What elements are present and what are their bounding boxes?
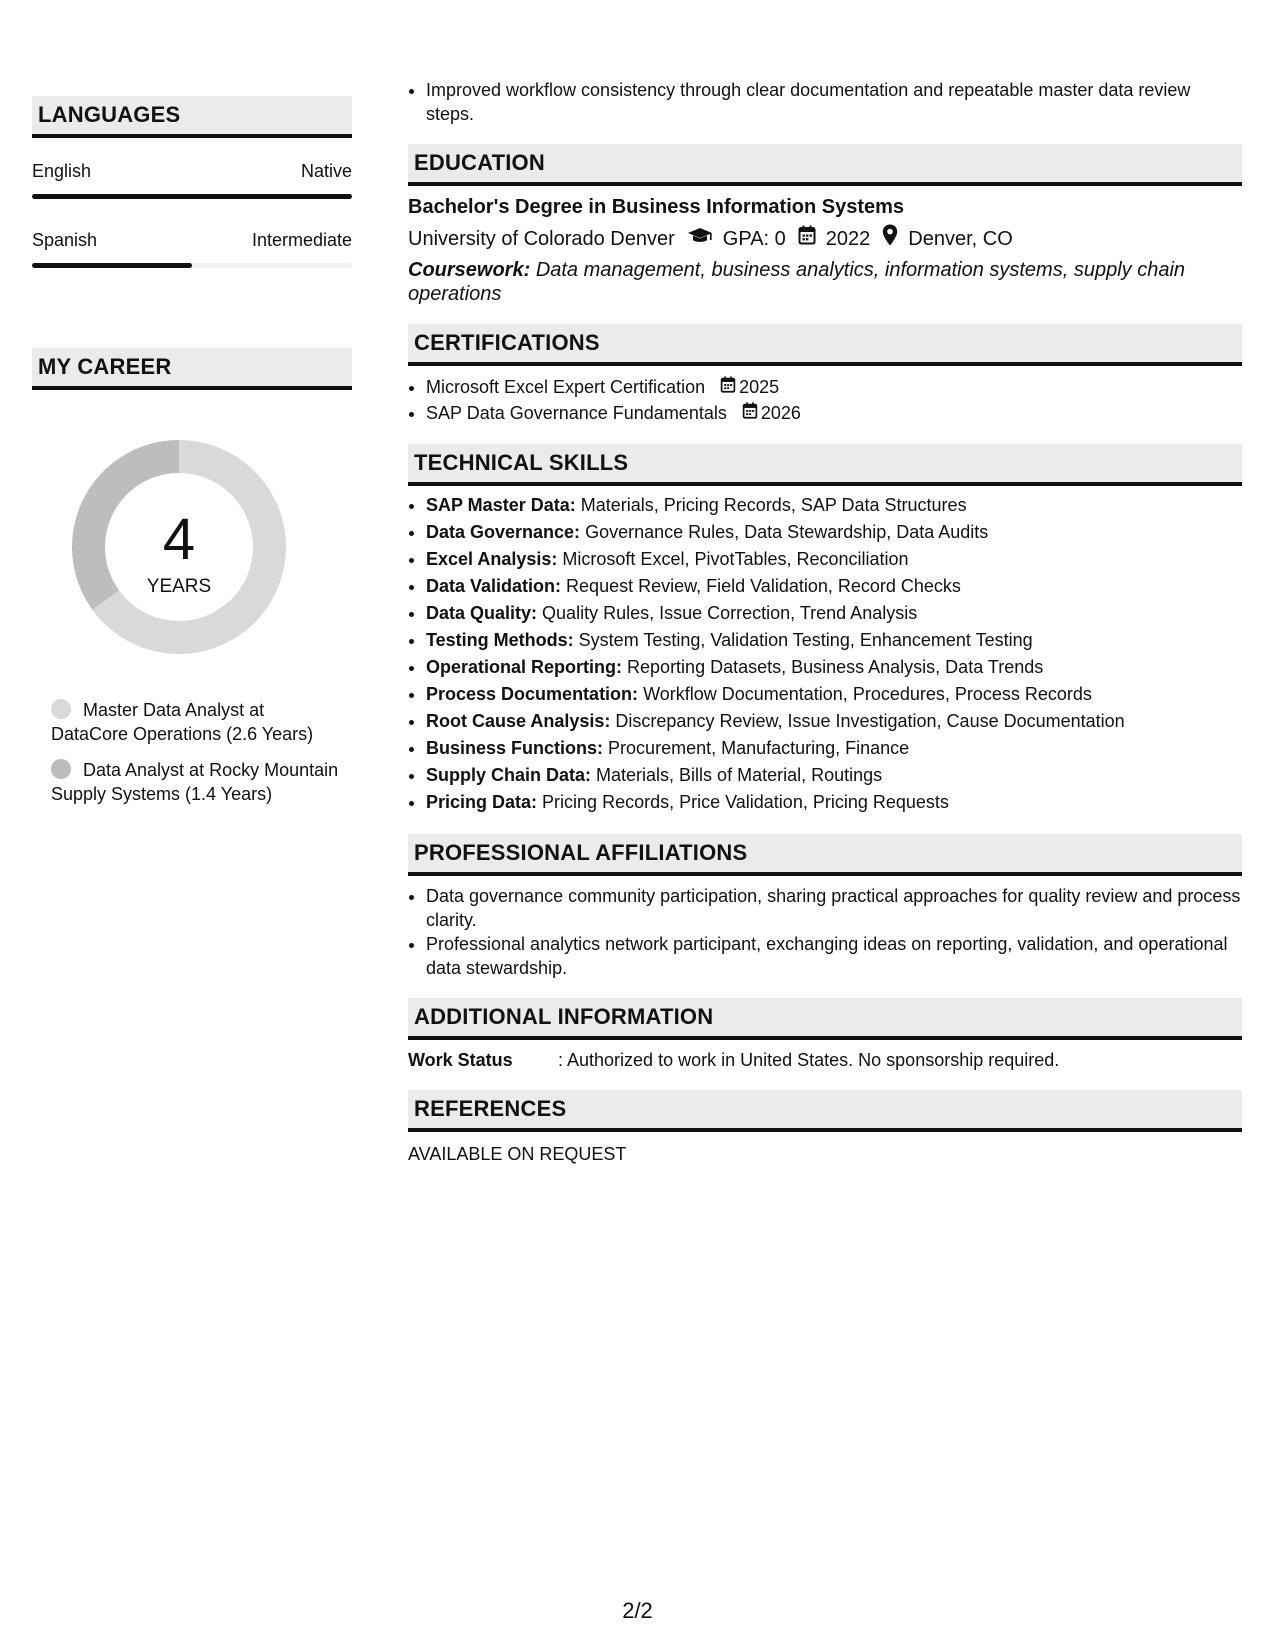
legend-dot-icon — [51, 759, 71, 779]
career-donut-chart — [66, 434, 292, 660]
career-legend-item — [51, 698, 341, 746]
skill-item — [426, 708, 1242, 735]
work-status-key: Work Status — [408, 1050, 513, 1070]
education-location: Denver, CO — [908, 228, 1013, 250]
language-proficiency-bar — [32, 263, 352, 268]
skill-item — [426, 519, 1242, 546]
coursework-label: Coursework: — [408, 259, 531, 281]
skill-label: Business Functions: — [426, 738, 604, 758]
skill-text: Materials, Pricing Records, SAP Data Structures — [580, 495, 967, 515]
list-item: • Improved workflow consistency through clear documentation and repeatable master data review steps. — [426, 78, 1242, 126]
education-year: 2022 — [825, 228, 871, 250]
career-legend — [51, 698, 341, 806]
language-item-spanish — [32, 229, 352, 268]
education-heading: EDUCATION — [408, 144, 1242, 186]
skill-label: Operational Reporting: — [426, 657, 623, 677]
education-section — [408, 144, 1242, 306]
skill-label: Pricing Data: — [426, 792, 538, 812]
skill-item — [426, 600, 1242, 627]
skill-text: Materials, Bills of Material, Routings — [596, 765, 883, 785]
language-proficiency-fill — [32, 194, 352, 199]
references-heading: REFERENCES — [408, 1090, 1242, 1132]
skill-label: Process Documentation: — [426, 684, 639, 704]
education-school: University of Colorado Denver — [408, 228, 675, 250]
skill-item — [426, 492, 1242, 519]
skill-text: System Testing, Validation Testing, Enhancement Testing — [578, 630, 1033, 650]
skill-text: Procurement, Manufacturing, Finance — [608, 738, 910, 758]
skill-text: Reporting Datasets, Business Analysis, Data Trends — [627, 657, 1044, 677]
career-legend-item — [51, 758, 341, 806]
calendar-icon — [720, 374, 739, 400]
education-degree: Bachelor's Degree in Business Information Systems — [408, 196, 905, 218]
references-section — [408, 1090, 1242, 1166]
skill-text: Governance Rules, Data Stewardship, Data Audits — [585, 522, 989, 542]
additional-info-heading: ADDITIONAL INFORMATION — [408, 998, 1242, 1040]
skill-item — [426, 573, 1242, 600]
references-text: AVAILABLE ON REQUEST — [408, 1144, 627, 1164]
work-status-value: : Authorized to work in United States. No sponsorship required. — [558, 1050, 1060, 1070]
affiliations-heading: PROFESSIONAL AFFILIATIONS — [408, 834, 1242, 876]
legend-dot-icon — [51, 699, 71, 719]
language-level: Intermediate — [251, 230, 352, 250]
language-proficiency-fill — [32, 263, 192, 268]
career-legend-label: Data Analyst at Rocky Mountain Supply Systems (1.4 Years) — [51, 760, 339, 804]
certification-item — [426, 400, 1242, 426]
skills-heading: TECHNICAL SKILLS — [408, 444, 1242, 486]
skill-label: Supply Chain Data: — [426, 765, 592, 785]
calendar-icon — [742, 400, 761, 426]
certification-name: SAP Data Governance Fundamentals — [426, 403, 727, 423]
work-status-row — [408, 1048, 1242, 1072]
certification-item — [426, 374, 1242, 400]
skill-label: Data Quality: — [426, 603, 538, 623]
career-total-unit: YEARS — [146, 576, 212, 597]
location-pin-icon — [882, 224, 898, 254]
certifications-section — [408, 324, 1242, 426]
skill-item — [426, 654, 1242, 681]
skill-item — [426, 762, 1242, 789]
skill-label: SAP Master Data: — [426, 495, 576, 515]
skill-item — [426, 681, 1242, 708]
skill-text: Quality Rules, Issue Correction, Trend Analysis — [542, 603, 918, 623]
certification-year: 2026 — [760, 403, 801, 423]
list-item: • Professional analytics network participant, exchanging ideas on reporting, validation, and operational data stewardship. — [426, 932, 1242, 980]
skill-text: Request Review, Field Validation, Record Checks — [566, 576, 961, 596]
skill-text: Discrepancy Review, Issue Investigation, Cause Documentation — [615, 711, 1125, 731]
language-proficiency-bar — [32, 194, 352, 199]
certification-year: 2025 — [739, 377, 780, 397]
skill-label: Data Validation: — [426, 576, 562, 596]
language-item-english — [32, 160, 352, 199]
skill-label: Testing Methods: — [426, 630, 574, 650]
main-column — [408, 78, 1242, 1166]
skill-label: Root Cause Analysis: — [426, 711, 611, 731]
graduation-cap-icon — [687, 225, 713, 253]
skill-label: Data Governance: — [426, 522, 581, 542]
additional-info-section — [408, 998, 1242, 1072]
experience-continued-list — [408, 78, 1242, 126]
skills-list — [408, 492, 1242, 816]
skill-item — [426, 789, 1242, 816]
language-level: Native — [300, 161, 352, 181]
skill-item — [426, 735, 1242, 762]
education-gpa: GPA: 0 — [722, 228, 786, 250]
page-number: 2/2 — [622, 1598, 653, 1623]
education-coursework — [408, 258, 1242, 306]
skill-text: Microsoft Excel, PivotTables, Reconciliation — [562, 549, 909, 569]
language-name: English — [32, 161, 92, 181]
list-item: • Data governance community participation, sharing practical approaches for quality review and process clarity. — [426, 884, 1242, 932]
skill-text: Pricing Records, Price Validation, Pricing Requests — [542, 792, 949, 812]
language-name: Spanish — [32, 230, 98, 250]
certifications-list — [408, 374, 1242, 426]
sidebar — [32, 96, 352, 818]
certification-name: Microsoft Excel Expert Certification — [426, 377, 706, 397]
calendar-icon — [798, 225, 816, 253]
skill-item — [426, 546, 1242, 573]
languages-heading: LANGUAGES — [32, 96, 352, 138]
skills-section — [408, 444, 1242, 816]
career-heading: MY CAREER — [32, 348, 352, 390]
career-legend-label: Master Data Analyst at DataCore Operations (2.6 Years) — [51, 700, 314, 744]
skill-label: Excel Analysis: — [426, 549, 558, 569]
certifications-heading: CERTIFICATIONS — [408, 324, 1242, 366]
affiliations-list — [408, 884, 1242, 980]
coursework-text: Data management, business analytics, information systems, supply chain operations — [408, 259, 1186, 305]
education-meta — [408, 224, 1242, 254]
affiliations-section — [408, 834, 1242, 980]
career-total-years: 4 — [162, 507, 196, 572]
skill-item — [426, 627, 1242, 654]
skill-text: Workflow Documentation, Procedures, Process Records — [643, 684, 1092, 704]
